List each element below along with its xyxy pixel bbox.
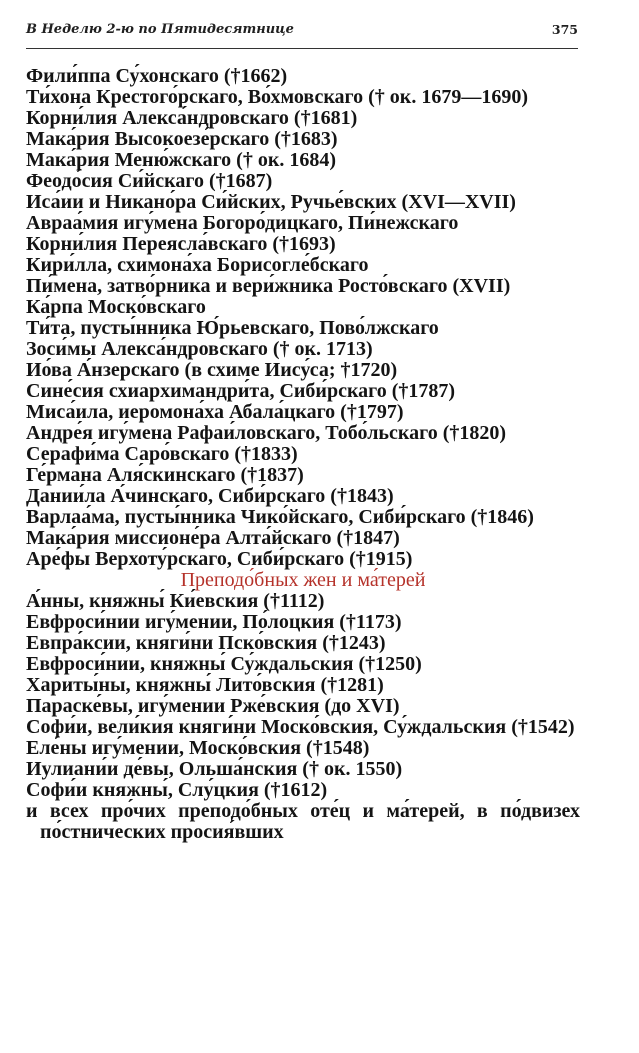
saint-entry: Зоси́мы Алекса́ндровскаго († ок. 1713) xyxy=(26,338,373,360)
saint-entry: Ге́рмана Аля́скинскаго (†1837) xyxy=(26,464,304,486)
saint-entry: Миса́ила, иеромона́ха Абала́цкаго (†1797) xyxy=(26,401,404,423)
saint-entry: Серафи́ма Саро́вскаго (†1833) xyxy=(26,443,298,465)
saint-entry: Дании́ла А́чинскаго, Сиби́рскаго (†1843) xyxy=(26,485,394,507)
saint-entry: Евфроси́нии игу́мении, По́лоцкия (†1173) xyxy=(26,611,402,633)
saint-entry: Еле́ны игу́мении, Моско́вския (†1548) xyxy=(26,737,370,759)
saint-entry: Авраа́мия игу́мена Богоро́дицкаго, Пи́нежскаго xyxy=(26,212,459,234)
saint-entry: Кири́лла, схимона́ха Борисогле́бскаго xyxy=(26,254,369,276)
header-rule xyxy=(26,48,578,49)
saint-entry: Софи́и, вели́кия княги́ни Моско́вския, Су́ждальския (†1542) xyxy=(26,716,575,738)
saint-entry: Ти́хона Крестого́рскаго, Во́хмовскаго († ок. 1679—1690) xyxy=(26,86,528,108)
saint-entry: Иулиани́и де́вы, Ольша́нския († ок. 1550) xyxy=(26,758,403,780)
saint-entry: Мака́рия Высокоезе́рскаго (†1683) xyxy=(26,128,338,150)
page-number: 375 xyxy=(551,22,578,37)
running-head-title: В Неделю 2-ю по Пятидесятнице xyxy=(26,22,294,37)
saint-entry: Хариты́ны, княжны́ Лито́вския (†1281) xyxy=(26,674,384,696)
saint-entry: Мака́рия Меню́жскаго († ок. 1684) xyxy=(26,149,337,171)
section-heading: Преподо́бных жен и ма́терей xyxy=(180,569,426,591)
saint-entry: Ка́рпа Моско́вскаго xyxy=(26,296,206,318)
commemoration-list xyxy=(26,66,580,843)
saint-entry: Параске́вы, игу́мении Рже́вския (до XVI) xyxy=(26,695,400,717)
running-head xyxy=(26,22,578,42)
closing-entry: и всех про́чих преподо́бных оте́ц и ма́терей, в по́двизех по́стнических просия́вших xyxy=(26,800,580,843)
saint-entry: Пи́мена, затво́рника и вери́жника Росто́вскаго (XVII) xyxy=(26,275,511,297)
saint-entry: А́нны, княжны́ Ки́евския (†1112) xyxy=(26,590,325,612)
saint-entry: Иса́ии и Никано́ра Си́йских, Ручье́вских (XVI—XVII) xyxy=(26,191,516,213)
saint-entry: Фили́ппа Су́хонскаго (†1662) xyxy=(26,65,288,87)
saint-entry: Мака́рия миссионе́ра Алта́йскаго (†1847) xyxy=(26,527,400,549)
saint-entry: Ти́та, пусты́нника Ю́рьевскаго, Пово́лжскаго xyxy=(26,317,439,339)
saint-entry: Сине́сия схиархимандри́та, Сиби́рскаго (†1787) xyxy=(26,380,456,402)
saint-entry: Корни́лия Переясла́вскаго (†1693) xyxy=(26,233,336,255)
saint-entry: Корни́лия Алекса́ндровскаго (†1681) xyxy=(26,107,358,129)
saint-entry: Аре́фы Верхоту́рскаго, Сиби́рскаго (†1915) xyxy=(26,548,413,570)
saint-entry: Феодо́сия Си́йскаго (†1687) xyxy=(26,170,273,192)
saint-entry: Софи́и княжны́, Слу́цкия (†1612) xyxy=(26,779,328,801)
saint-entry: Варлаа́ма, пусты́нника Чико́йскаго, Сиби́рскаго (†1846) xyxy=(26,506,534,528)
saint-entry: Евпра́ксии, княги́ни Пско́вския (†1243) xyxy=(26,632,386,654)
saint-entry: Ио́ва А́нзерскаго (в схиме Иису́са; †1720) xyxy=(26,359,398,381)
saint-entry: Евфроси́нии, княжны́ Су́ждальския (†1250) xyxy=(26,653,422,675)
saint-entry: Андре́я игу́мена Рафаи́ловскаго, Тобо́льскаго (†1820) xyxy=(26,422,507,444)
